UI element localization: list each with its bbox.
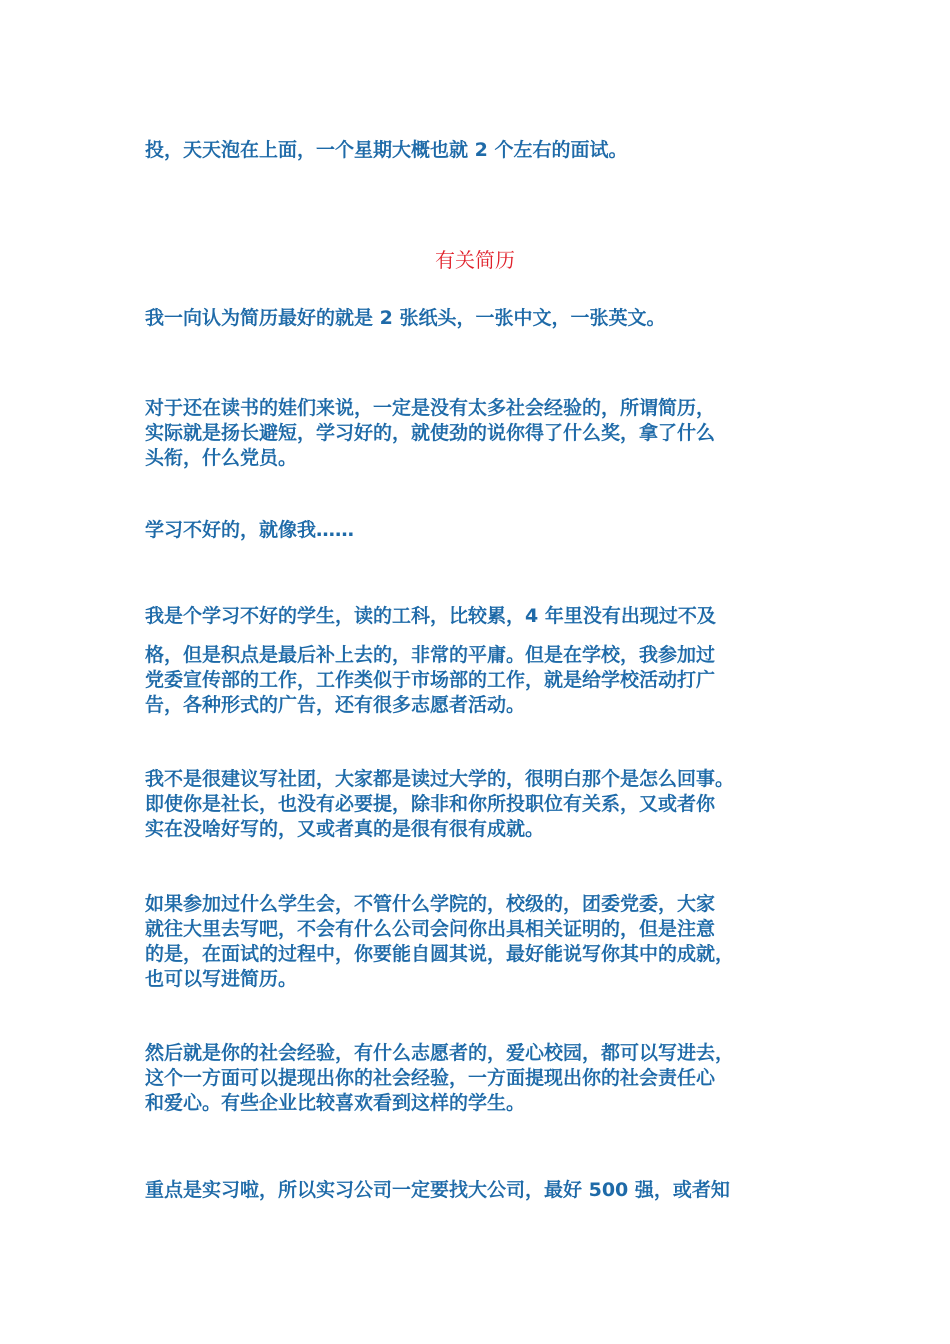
text-line: 重点是实习啦，所以实习公司一定要找大公司，最好 500 强，或者知	[145, 1179, 730, 1201]
text-line: 学习不好的，就像我……	[145, 519, 355, 541]
text-line: 就往大里去写吧，不会有什么公司会问你出具相关证明的，但是注意	[145, 918, 716, 940]
paragraph-like-me	[145, 518, 815, 543]
paragraph-students	[145, 396, 815, 471]
text-line: 告，各种形式的广告，还有很多志愿者活动。	[145, 694, 526, 716]
text-line: 这个一方面可以提现出你的社会经验，一方面提现出你的社会责任心	[145, 1067, 716, 1089]
paragraph-student-union	[145, 892, 815, 992]
paragraph-my-background	[145, 643, 815, 718]
text-line: 我一向认为简历最好的就是 2 张纸头，一张中文，一张英文。	[145, 307, 666, 329]
paragraph-internship	[145, 1178, 815, 1203]
section-heading: 有关简历	[435, 248, 515, 272]
text-line: 即使你是社长，也没有必要提，除非和你所投职位有关系，又或者你	[145, 793, 716, 815]
text-line: 格，但是积点是最后补上去的，非常的平庸。但是在学校，我参加过	[145, 644, 716, 666]
text-line: 党委宣传部的工作，工作类似于市场部的工作，就是给学校活动打广	[145, 669, 716, 691]
paragraph-social-experience	[145, 1041, 815, 1116]
paragraph-clubs	[145, 767, 815, 842]
text-line: 然后就是你的社会经验，有什么志愿者的，爱心校园，都可以写进去，	[145, 1042, 735, 1064]
text-line: 实际就是扬长避短，学习好的，就使劲的说你得了什么奖，拿了什么	[145, 422, 716, 444]
text-line: 实在没啥好写的，又或者真的是很有很有成就。	[145, 818, 545, 840]
text-line: 我是个学习不好的学生，读的工科，比较累，4 年里没有出现过不及	[145, 605, 716, 627]
text-line: 也可以写进简历。	[145, 968, 298, 990]
text-line: 头衔，什么党员。	[145, 447, 298, 469]
text-line: 的是，在面试的过程中，你要能自圆其说，最好能说写你其中的成就，	[145, 943, 735, 965]
text-line: 如果参加过什么学生会，不管什么学院的，校级的，团委党委，大家	[145, 893, 716, 915]
text-line: 和爱心。有些企业比较喜欢看到这样的学生。	[145, 1092, 526, 1114]
text-line: 对于还在读书的娃们来说，一定是没有太多社会经验的，所谓简历，	[145, 397, 716, 419]
paragraph-resume-pages	[145, 306, 815, 331]
intro-paragraph	[145, 138, 815, 163]
paragraph-my-background-first-line	[145, 604, 815, 629]
text-line: 投，天天泡在上面，一个星期大概也就 2 个左右的面试。	[145, 139, 628, 161]
text-line: 我不是很建议写社团，大家都是读过大学的，很明白那个是怎么回事。	[145, 768, 735, 790]
